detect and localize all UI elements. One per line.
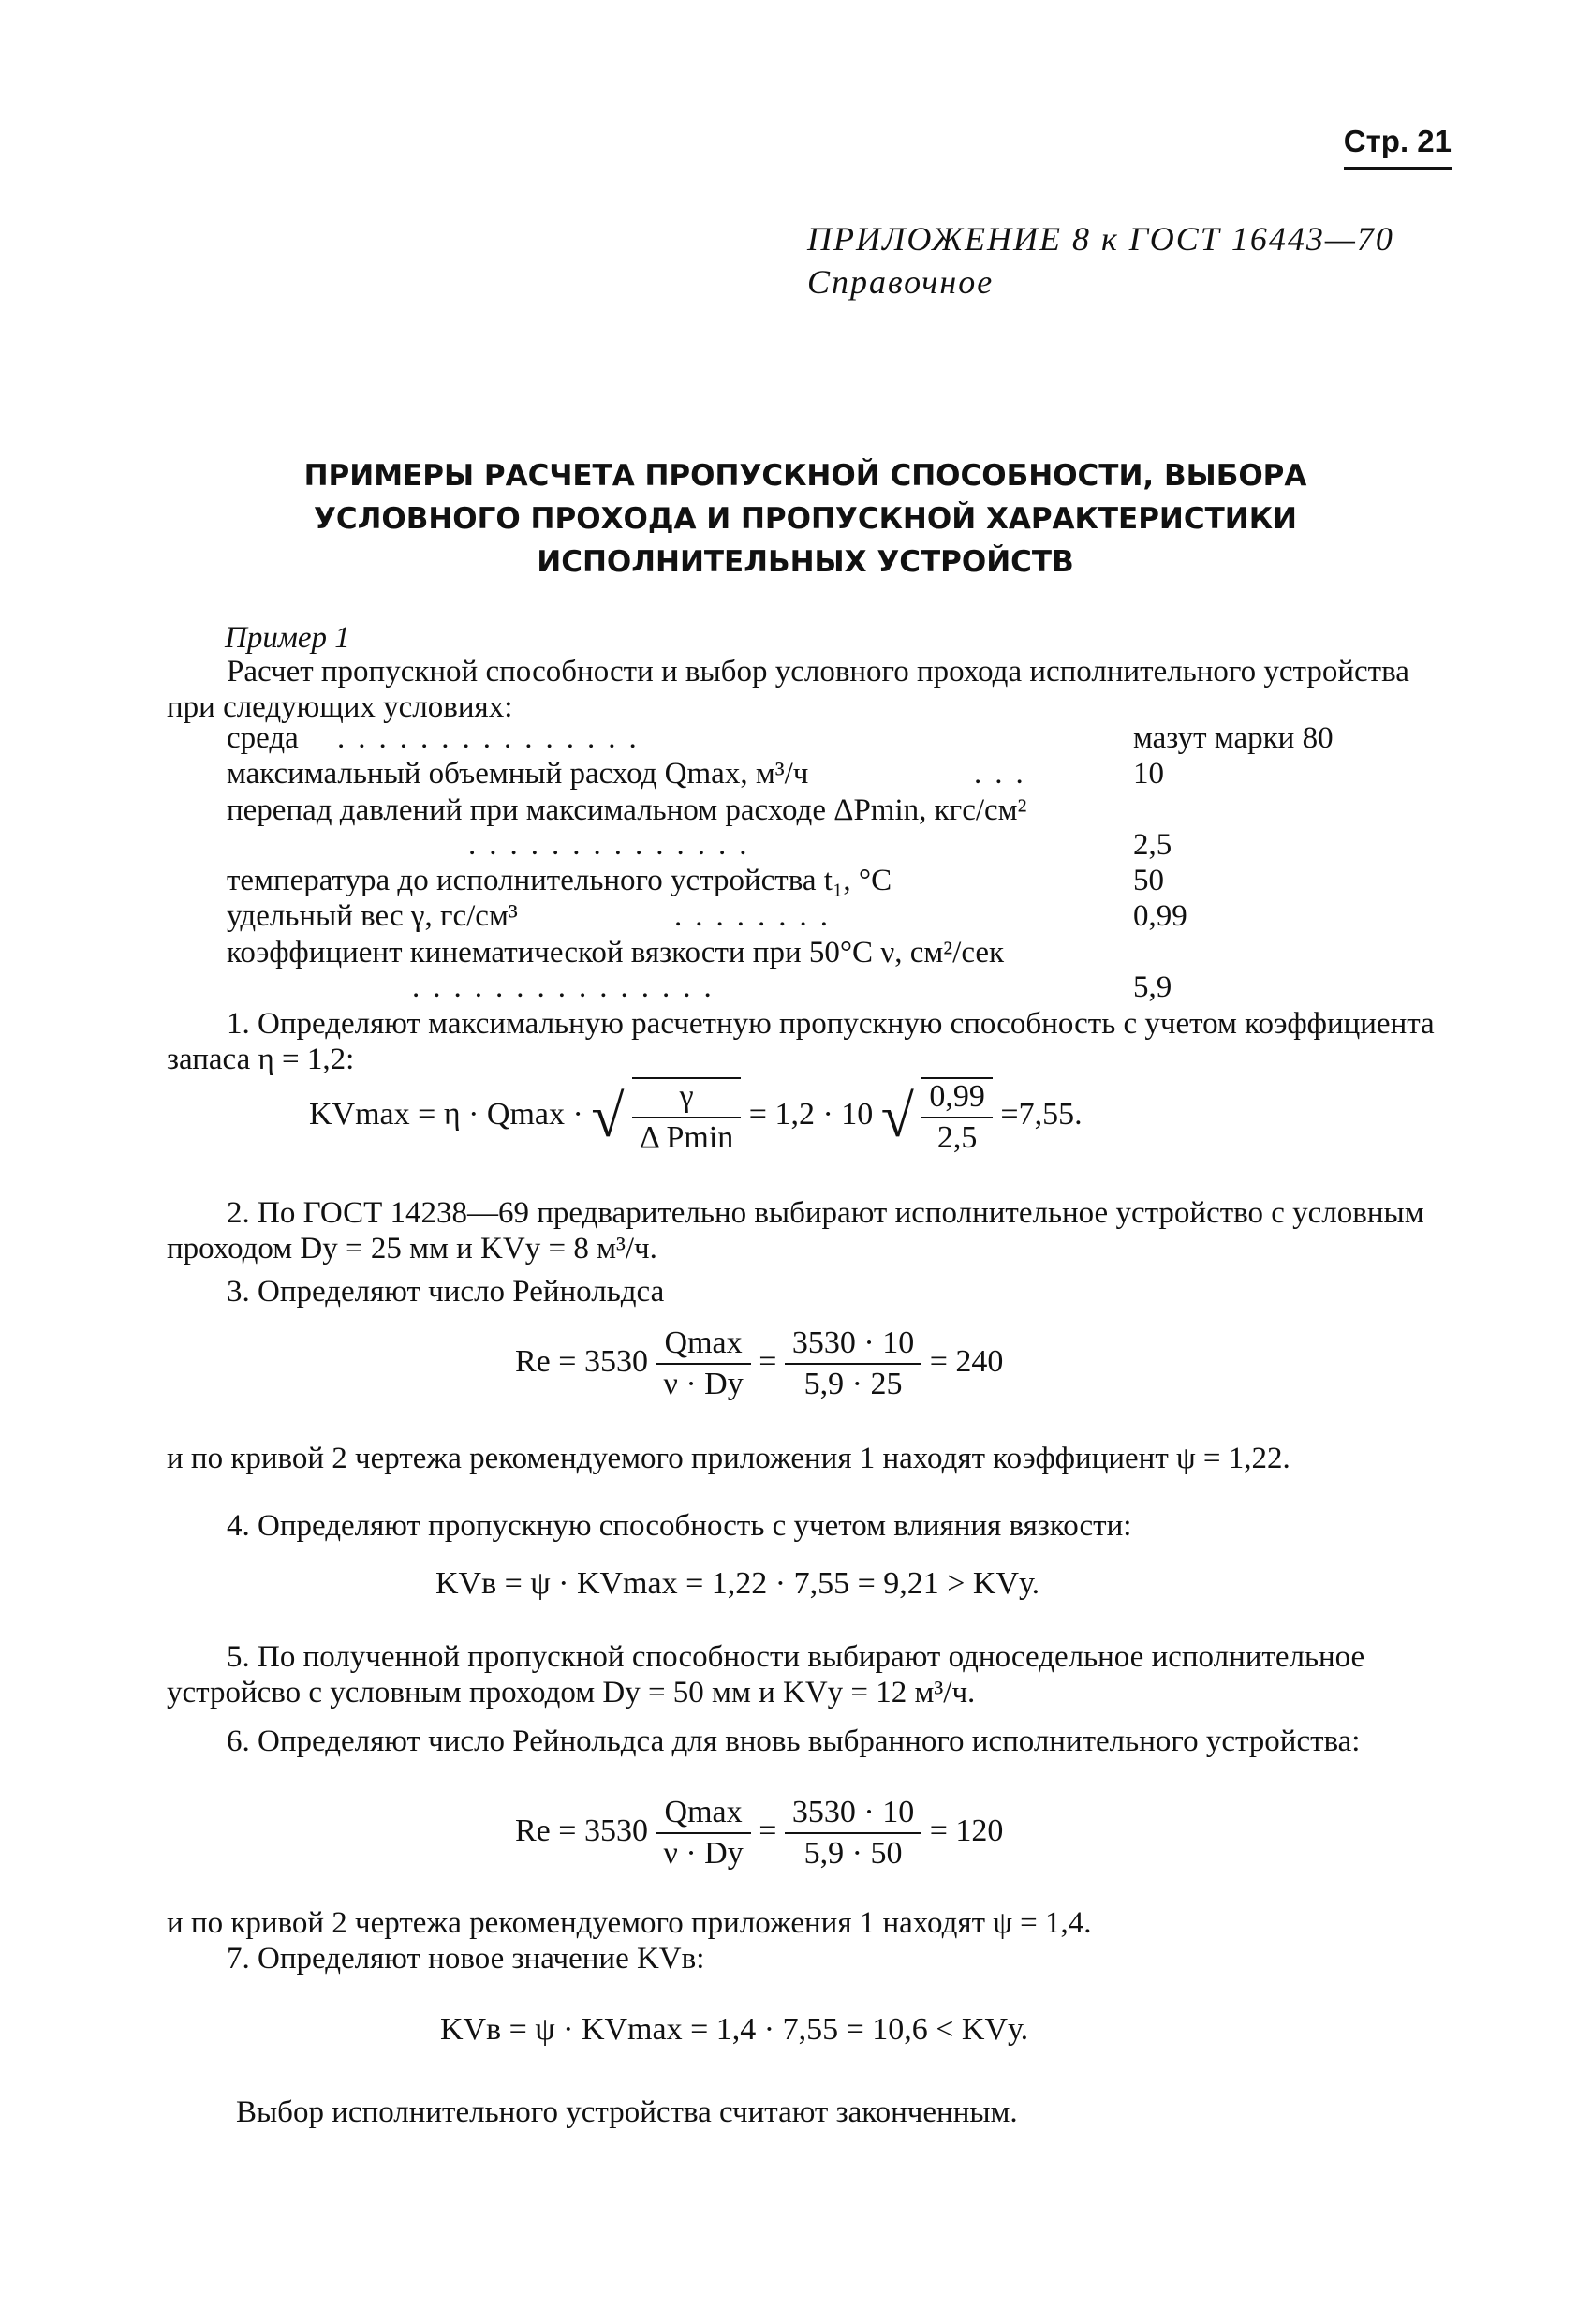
appendix-title: ПРИЛОЖЕНИЕ 8 к ГОСТ 16443—70	[807, 220, 1394, 258]
param-leader: ..............	[468, 828, 760, 862]
param-value: 10	[1133, 757, 1164, 791]
document-heading: ПРИМЕРЫ РАСЧЕТА ПРОПУСКНОЙ СПОСОБНОСТИ, ВЫБОРА УСЛОВНОГО ПРОХОДА И ПРОПУСКНОЙ ХАРАКТЕРИСТИКИ ИСПОЛНИТЕЛЬНЫХ УСТРОЙСТВ	[303, 459, 1307, 579]
formula-equals: =	[759, 1813, 777, 1848]
step-2: 2. По ГОСТ 14238—69 предварительно выбирают исполнительное устройство с условным проходом Dу = 25 мм и KVу = 8 м³/ч.	[167, 1196, 1424, 1266]
param-value: 50	[1133, 864, 1164, 897]
fraction-denominator: 5,9 · 25	[803, 1367, 903, 1401]
param-value: мазут марки 80	[1133, 721, 1334, 755]
step-1: 1. Определяют максимальную расчетную пропускную способность с учетом коэффициента запаса η = 1,2:	[167, 1007, 1435, 1076]
param-name: максимальный объемный расход Qmax, м³/ч	[227, 757, 809, 791]
step-6-result: и по кривой 2 чертежа рекомендуемого приложения 1 находят ψ = 1,4.	[167, 1906, 1092, 1940]
param-value: 2,5	[1133, 828, 1172, 862]
param-name: температура до исполнительного устройства t₁, °С	[227, 864, 892, 897]
step-3-result: и по кривой 2 чертежа рекомендуемого приложения 1 находят коэффициент ψ = 1,22.	[167, 1442, 1290, 1475]
formula-rhs: = 120	[929, 1813, 1004, 1848]
formula-kvmax-mid: = 1,2 · 10	[748, 1096, 874, 1132]
fraction-numerator: Qmax	[656, 1795, 750, 1834]
step-5: 5. По полученной пропускной способности выбирают односедельное исполнительное устройсво с условным проходом Dу = 50 мм и KVу = 12 м³/ч.	[167, 1640, 1365, 1710]
fraction	[785, 1325, 921, 1402]
fraction-denominator: 2,5	[936, 1120, 978, 1155]
formula-kvv-2: KVв = ψ · KVmax = 1,4 · 7,55 = 10,6 < KVу.	[440, 2012, 1029, 2047]
formula-kvmax-rhs: =7,55.	[1000, 1096, 1083, 1132]
step-3: 3. Определяют число Рейнольдса	[227, 1275, 665, 1309]
formula-equals: =	[759, 1343, 777, 1379]
param-name: удельный вес γ, гс/см³	[227, 899, 518, 933]
step-6: 6. Определяют число Рейнольдса для вновь выбранного исполнительного устройства:	[227, 1724, 1361, 1758]
param-leader: ...	[974, 757, 1037, 791]
fraction-denominator: ν · Dу	[663, 1836, 744, 1871]
appendix-subtitle: Справочное	[807, 263, 995, 301]
param-name: коэффициент кинематической вязкости при 50°С ν, см²/сек	[227, 936, 1005, 970]
fraction	[785, 1795, 921, 1872]
fraction	[656, 1795, 750, 1872]
fraction-denominator: ν · Dу	[663, 1367, 744, 1401]
param-value: 0,99	[1133, 899, 1187, 933]
sqrt-icon: √	[880, 1083, 914, 1149]
fraction-numerator: Qmax	[656, 1325, 750, 1365]
formula-reynolds-1	[515, 1325, 1003, 1402]
fraction	[656, 1325, 750, 1402]
param-leader: ...............	[412, 970, 725, 1004]
fraction-numerator: 3530 · 10	[785, 1325, 921, 1365]
conclusion: Выбор исполнительного устройства считают законченным.	[236, 2095, 1018, 2129]
formula-kvmax-lhs: KVmax = η · Qmax ·	[309, 1096, 583, 1132]
fraction-denominator: Δ Pmin	[639, 1120, 734, 1155]
formula-kvv-1: KVв = ψ · KVmax = 1,22 · 7,55 = 9,21 > KVу.	[435, 1566, 1040, 1601]
fraction-numerator: γ	[632, 1079, 741, 1118]
example-label: Пример 1	[225, 621, 350, 655]
step-7: 7. Определяют новое значение KVв:	[227, 1942, 705, 1976]
step-4: 4. Определяют пропускную способность с учетом влияния вязкости:	[227, 1509, 1132, 1543]
fraction-denominator: 5,9 · 50	[803, 1836, 903, 1871]
fraction-numerator: 3530 · 10	[785, 1795, 921, 1834]
formula-reynolds-2	[515, 1795, 1003, 1872]
appendix-header	[807, 217, 1394, 303]
formula-rhs: = 240	[929, 1343, 1004, 1379]
formula-kvmax	[309, 1077, 1083, 1156]
sqrt-icon: √	[591, 1083, 625, 1149]
param-leader: ........	[674, 899, 841, 933]
param-name: среда	[227, 721, 299, 755]
param-name: перепад давлений при максимальном расходе ΔPmin, кгс/см²	[227, 793, 1027, 827]
page-number: Стр. 21	[1344, 124, 1452, 170]
param-leader: ...............	[337, 721, 650, 755]
fraction	[921, 1077, 993, 1156]
fraction	[632, 1077, 741, 1156]
formula-lhs: Re = 3530	[515, 1813, 648, 1848]
example-intro: Расчет пропускной способности и выбор условного прохода исполнительного устройства при следующих условиях:	[167, 655, 1409, 724]
fraction-numerator: 0,99	[921, 1079, 993, 1118]
param-value: 5,9	[1133, 970, 1172, 1004]
formula-lhs: Re = 3530	[515, 1343, 648, 1379]
